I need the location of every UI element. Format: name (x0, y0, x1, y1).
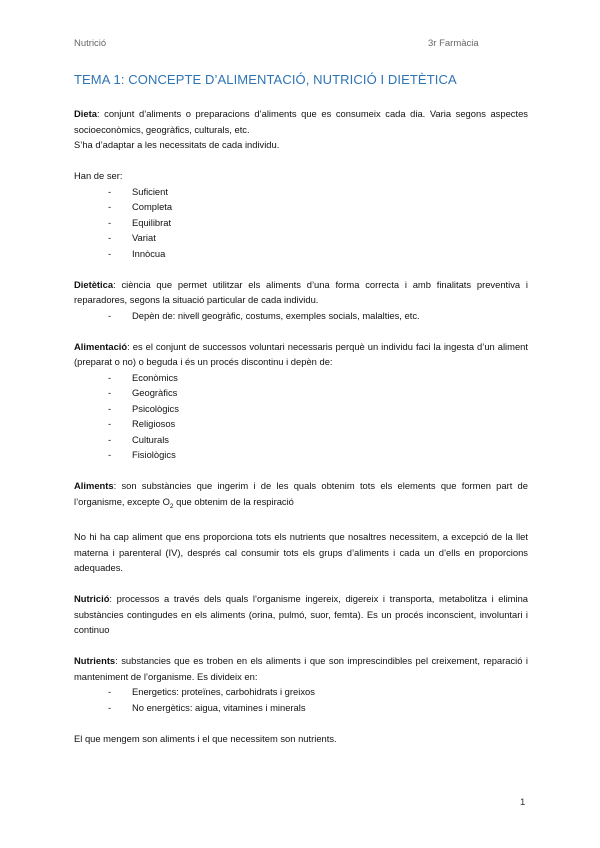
header-course: 3r Farmàcia (428, 38, 479, 49)
document-body (74, 106, 528, 746)
list-item: - Energetics: proteïnes, carbohidrats i greixos (74, 684, 528, 700)
alimentacio-term: Alimentació (74, 340, 128, 352)
alimentacio-paragraph (74, 339, 528, 370)
list-item: - Fisiològics (74, 447, 528, 463)
dieta-paragraph (74, 106, 528, 137)
alimentacio-list (74, 370, 528, 463)
dieta-definition: : conjunt d’aliments o preparacions d’aliments que es consumeix cada dia. Varia segons aspectes socioeconòmics, geogràfics, culturals, etc. (74, 108, 528, 135)
list-item: - Culturals (74, 432, 528, 448)
nutricio-definition: : processos a través dels quals l’organisme ingereix, digereix i transporta, metabolitza i elimina substàncies contingudes en els aliments (orina, pulmó, suor, femta). Es un procés inconscient, involuntari i continuo (74, 593, 528, 636)
nutrients-list (74, 684, 528, 715)
dietetica-term: Dietètica (74, 278, 114, 290)
list-item: - Variat (74, 230, 528, 246)
alimentacio-definition: : es el conjunt de successos voluntari necessaris perquè un individu faci la ingesta d’un aliment (preparat o no) o beguda i és un procés discontinu i depèn de: (74, 340, 528, 367)
list-item: - No energètics: aigua, vitamines i minerals (74, 700, 528, 716)
list-item: - Completa (74, 199, 528, 215)
list-item: - Psicològics (74, 401, 528, 417)
list-item: - Suficient (74, 184, 528, 200)
dietetica-paragraph (74, 277, 528, 308)
page-title: TEMA 1: CONCEPTE D’ALIMENTACIÓ, NUTRICIÓ I DIETÈTICA (74, 72, 457, 87)
list-item: - Religiosos (74, 416, 528, 432)
list-item: - Innòcua (74, 246, 528, 262)
dieta-term: Dieta (74, 108, 97, 119)
dieta-note: S’ha d’adaptar a les necessitats de cada individu. (74, 139, 280, 150)
nutrients-source-paragraph: No hi ha cap aliment que ens proporciona tots els nutrients que nosaltres necessitem, a excepció de la llet materna i parenteral (IV), després cal consumir tots els grups d’aliments i cada un d’ells en proporcions adequades. (74, 531, 528, 574)
closing-sentence: El que mengem son aliments i el que necessitem son nutrients. (74, 732, 337, 744)
aliments-term: Aliments (74, 480, 114, 491)
han-de-ser-list (74, 184, 528, 262)
list-item: - Depèn de: nivell geogràfic, costums, exemples socials, malalties, etc. (74, 308, 528, 324)
dietetica-list (74, 308, 528, 324)
dietetica-definition: : ciència que permet utilitzar els aliments d’una forma correcta i amb finalitats preventiva i reparadores, segons la situació particular de cada individu. (74, 278, 528, 305)
list-item: - Geogràfics (74, 385, 528, 401)
nutricio-term: Nutrició (74, 593, 110, 605)
nutrients-definition: : substancies que es troben en els aliments i que son imprescindibles pel creixement, reparació i manteniment de l’organisme. Es divideix en: (74, 655, 528, 682)
oxygen-subscript: 2 (169, 502, 174, 510)
header-subject: Nutrició (74, 38, 107, 49)
list-item: - Equilibrat (74, 215, 528, 231)
nutrients-paragraph (74, 653, 528, 684)
nutricio-paragraph (74, 591, 528, 638)
han-de-ser-label: Han de ser: (74, 170, 123, 181)
list-item: - Econòmics (74, 370, 528, 386)
aliments-definition: : son substàncies que ingerim i de les quals obtenim tots els elements que formen part de l’organisme, excepte O (74, 480, 528, 507)
page-number: 1 (520, 797, 526, 808)
aliments-paragraph (74, 478, 528, 514)
nutrients-term: Nutrients (74, 655, 116, 667)
aliments-definition-end: que obtenim de la respiració (173, 495, 294, 507)
